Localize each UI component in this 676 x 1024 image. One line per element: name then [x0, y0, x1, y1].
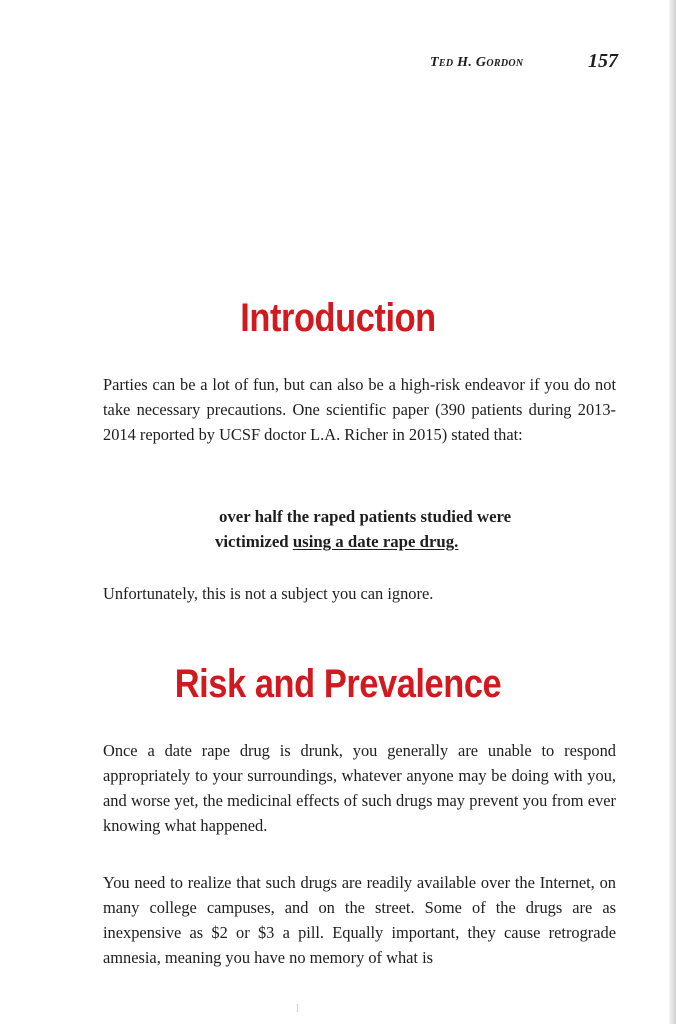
page-number: 157 [588, 50, 618, 72]
quote-underlined-text: using a date rape drug. [292, 532, 459, 551]
heading-introduction: Introduction [240, 296, 436, 340]
risk-paragraph-2: You need to realize that such drugs are readily available over the Internet, on many college campuses, and on the street. Some of the drugs are as inexpensive as $2 or $3 a pill. Equally important, they cause retrograde amnesia, meaning you have no memory of what is [103, 873, 616, 967]
risk-paragraph-1: Once a date rape drug is drunk, you generally are unable to respond appropriately to your surroundings, whatever anyone may be doing with you, and worse yet, the medicinal effects of such drugs may prevent you from ever knowing what happened. [103, 741, 616, 835]
running-header-author: Ted H. Gordon [430, 55, 524, 70]
quote-line-1: over half the raped patients studied were [219, 507, 512, 526]
page-edge [669, 0, 676, 1024]
scan-mark [297, 1004, 298, 1012]
block-quote [215, 504, 595, 554]
heading-risk-and-prevalence: Risk and Prevalence [174, 662, 502, 706]
intro-closing-paragraph: Unfortunately, this is not a subject you can ignore. [103, 584, 434, 603]
quote-line-2-plain: victimized [215, 532, 289, 551]
intro-paragraph: Parties can be a lot of fun, but can also be a high-risk endeavor if you do not take necessary precautions. One scientific paper (390 patients during 2013-2014 reported by UCSF doctor L.A. Richer in 2015) stated that: [103, 375, 616, 444]
